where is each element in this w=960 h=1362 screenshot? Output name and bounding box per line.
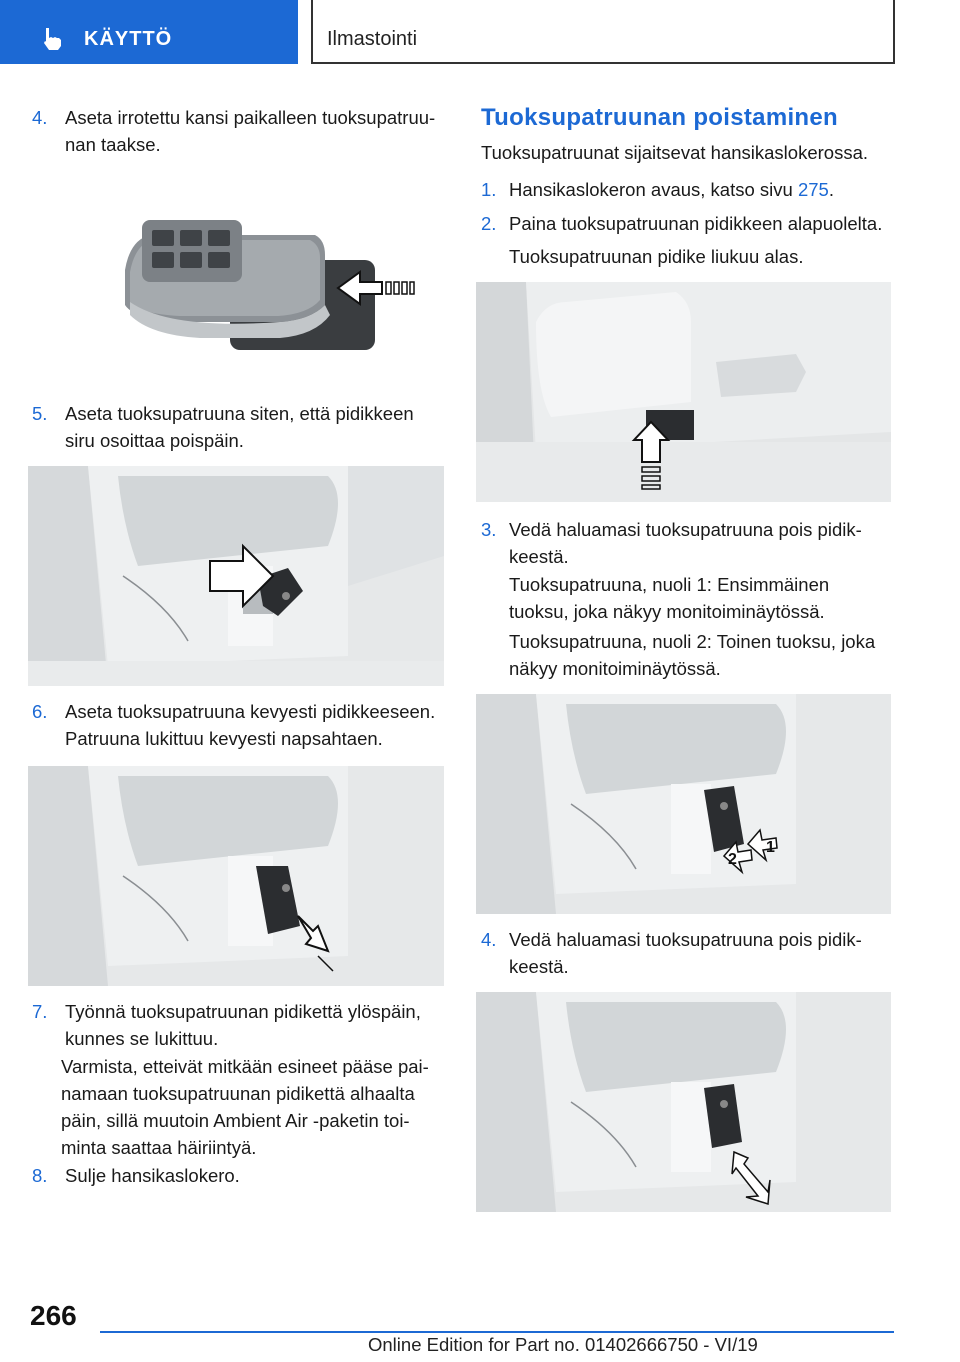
section-title: KÄYTTÖ xyxy=(84,28,173,50)
note-text: Varmista, etteivät mitkään esineet pääse pai- xyxy=(61,1056,429,1077)
punctuation: . xyxy=(828,179,834,200)
step-number: 5. xyxy=(32,403,48,424)
page-number: 266 xyxy=(30,1300,77,1331)
footer-divider xyxy=(100,1331,894,1333)
chapter-header xyxy=(311,0,895,64)
step-text: Aseta tuoksupatruuna kevyesti pidikkeeseen. xyxy=(65,701,436,722)
pointing-hand-icon xyxy=(40,26,66,52)
edition-text: Online Edition for Part no. 01402666750 - VI/19 xyxy=(368,1334,758,1355)
figure-insert-cartridge xyxy=(28,466,444,686)
step-number: 2. xyxy=(481,213,497,234)
figure-cartridge-cover xyxy=(110,210,420,370)
step-text: kunnes se lukittuu. xyxy=(65,1028,219,1049)
step-text: Työnnä tuoksupatruunan pidikettä ylöspäin, xyxy=(65,1001,421,1022)
note-text: tuoksu, joka näkyy monitoiminäytössä. xyxy=(509,601,825,622)
step-number: 6. xyxy=(32,701,48,722)
step-number: 4. xyxy=(32,107,48,128)
step-number: 3. xyxy=(481,519,497,540)
chapter-title: Ilmastointi xyxy=(327,28,418,50)
step-number: 8. xyxy=(32,1165,48,1186)
step-2-note: Tuoksupatruunan pidike liukuu alas. xyxy=(509,246,804,267)
step-7-warning xyxy=(61,1053,451,1161)
step-text: Hansikaslokeron avaus, katso sivu xyxy=(509,179,798,200)
figure-press-holder xyxy=(476,282,891,502)
step-3-note-2 xyxy=(509,628,899,682)
arrow-label-1: 1 xyxy=(766,839,775,856)
step-text: Aseta irrotettu kansi paikalleen tuoksupatruu- xyxy=(65,107,436,128)
note-text: näkyy monitoiminäytössä. xyxy=(509,658,721,679)
step-text: siru osoittaa poispäin. xyxy=(65,430,244,451)
section-heading: Tuoksupatruunan poistaminen xyxy=(481,104,839,131)
note-text: minta saattaa häiriintyä. xyxy=(61,1137,257,1158)
step-text: keestä. xyxy=(509,956,569,977)
figure-cartridge-clicked xyxy=(28,766,444,986)
arrow-label-2: 2 xyxy=(728,851,737,868)
step-number: 1. xyxy=(481,179,497,200)
step-text: keestä. xyxy=(509,546,569,567)
step-text: Vedä haluamasi tuoksupatruuna pois pidik- xyxy=(509,519,862,540)
section-tab[interactable] xyxy=(0,0,298,64)
note-text: Tuoksupatruuna, nuoli 1: Ensimmäinen xyxy=(509,574,830,595)
figure-pull-cartridge-out xyxy=(476,992,891,1212)
step-text: nan taakse. xyxy=(65,134,161,155)
page-link[interactable]: 275 xyxy=(797,179,829,200)
step-text: Sulje hansikaslokero. xyxy=(65,1165,240,1186)
note-text: namaan tuoksupatruunan pidikettä alhaalta xyxy=(61,1083,415,1104)
step-text: Vedä haluamasi tuoksupatruuna pois pidik- xyxy=(509,929,862,950)
note-text: päin, sillä muutoin Ambient Air -paketin toi- xyxy=(61,1110,410,1131)
step-text: Paina tuoksupatruunan pidikkeen alapuolelta. xyxy=(509,213,883,234)
step-text: Patruuna lukittuu kevyesti napsahtaen. xyxy=(65,728,383,749)
step-number: 7. xyxy=(32,1001,48,1022)
step-number: 4. xyxy=(481,929,497,950)
intro-text: Tuoksupatruunat sijaitsevat hansikaslokerossa. xyxy=(481,142,868,163)
figure-remove-cartridge-arrows xyxy=(476,694,891,914)
note-text: Tuoksupatruuna, nuoli 2: Toinen tuoksu, joka xyxy=(509,631,876,652)
step-text: Aseta tuoksupatruuna siten, että pidikkeen xyxy=(65,403,414,424)
step-3-note-1 xyxy=(509,571,829,625)
